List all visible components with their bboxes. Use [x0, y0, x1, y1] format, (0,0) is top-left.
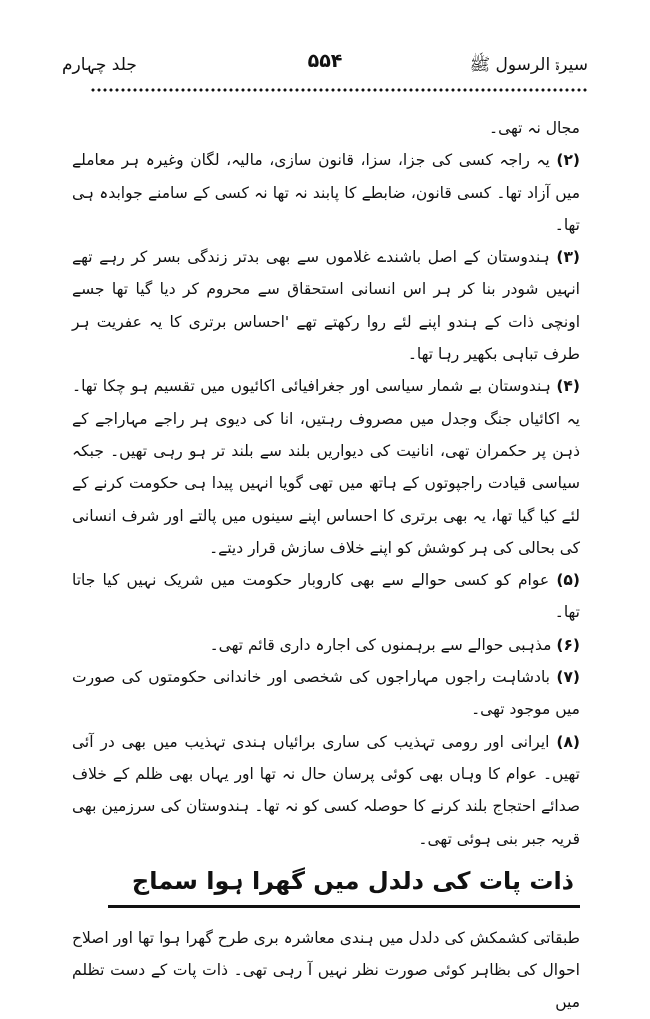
- paragraph-3: (۳) ہندوستان کے اصل باشندے غلاموں سے بھی بدتر زندگی بسر کر رہے تھے انہیں شودر بنا کر ہر اس انسانی استحقاق سے محروم کر دیا گیا تھا جسے اونچی ذات کے ہندو اپنے لئے روا رکھتے تھے 'احساس برتری کا یہ عفریت ہر طرف تباہی بکھیر رہا تھا۔: [72, 248, 580, 364]
- paragraph-2: (۲) یہ راجہ کسی کی جزا، سزا، قانون سازی، مالیہ، لگان وغیرہ ہر معاملے میں آزاد تھا۔ کسی قانون، ضابطے کا پابند نہ تھا نہ کسی کے سامنے جوابدہ ہی تھا۔: [72, 151, 580, 234]
- closing-paragraph: طبقاتی کشمکش کی دلدل میں ہندی معاشرہ بری طرح گھرا ہوا تھا اور اصلاح احوال کی بظاہر کوئی صورت نظر نہیں آ رہی تھی۔ ذات پات کے دست تظلم میں: [72, 928, 580, 1012]
- volume-label: جلد چہارم: [62, 55, 137, 75]
- paragraph-4: (۴) ہندوستان بے شمار سیاسی اور جغرافیائی اکائیوں میں تقسیم ہو چکا تھا۔ یہ اکائیاں جنگ وجدل میں مصروف رہتیں، انا کی دیوی ہر راجے مہاراجے کے ذہن پر حکمران تھی، انانیت کی دیواریں بلند سے بلند تر ہو رہی تھیں۔ جبکہ سیاسی قیادت راجپوتوں کے ہاتھ میں تھی گویا انہیں پیدا ہی حکومت کرنے کے لئے کیا گیا تھا، یہ بھی برتری کا احساس اپنے سینوں میں پالتے اور شرف انسانی کی بحالی کی ہر کوشش کو اپنے خلاف سازش قرار دیتے۔: [72, 377, 580, 557]
- page-header: [62, 50, 588, 90]
- paragraph-6: (۶) مذہبی حوالے سے برہمنوں کی اجارہ داری قائم تھی۔: [209, 635, 580, 654]
- paragraph-8: (۸) ایرانی اور رومی تہذیب کی ساری برائیاں ہندی تہذیب میں بھی در آئی تھیں۔ عوام کا وہاں بھی کوئی پرسان حال نہ تھا اور یہاں بھی ظلم کے خلاف صدائے احتجاج بلند کرنے کا حوصلہ کسی کو نہ تھا۔ ہندوستان کی سرزمین بھی قریہ جبر بنی ہوئی تھی۔: [72, 732, 580, 848]
- section-heading: ذات پات کی دلدل میں گھرا ہوا سماج: [108, 861, 580, 908]
- paragraph-continuation: مجال نہ تھی۔: [488, 119, 580, 137]
- header-divider: [90, 87, 588, 93]
- book-title: سیرۃ الرسول ﷺ: [469, 55, 588, 75]
- paragraph-7: (۷) بادشاہت راجوں مہاراجوں کی شخصی اور خاندانی حکومتوں کی صورت میں موجود تھی۔: [72, 668, 580, 719]
- body-text: [72, 112, 580, 1019]
- section-heading-wrap: [72, 861, 580, 908]
- paragraph-5: (۵) عوام کو کسی حوالے سے بھی کاروبار حکومت میں شریک نہیں کیا جاتا تھا۔: [72, 571, 580, 622]
- page-number: ۵۵۴: [307, 50, 343, 72]
